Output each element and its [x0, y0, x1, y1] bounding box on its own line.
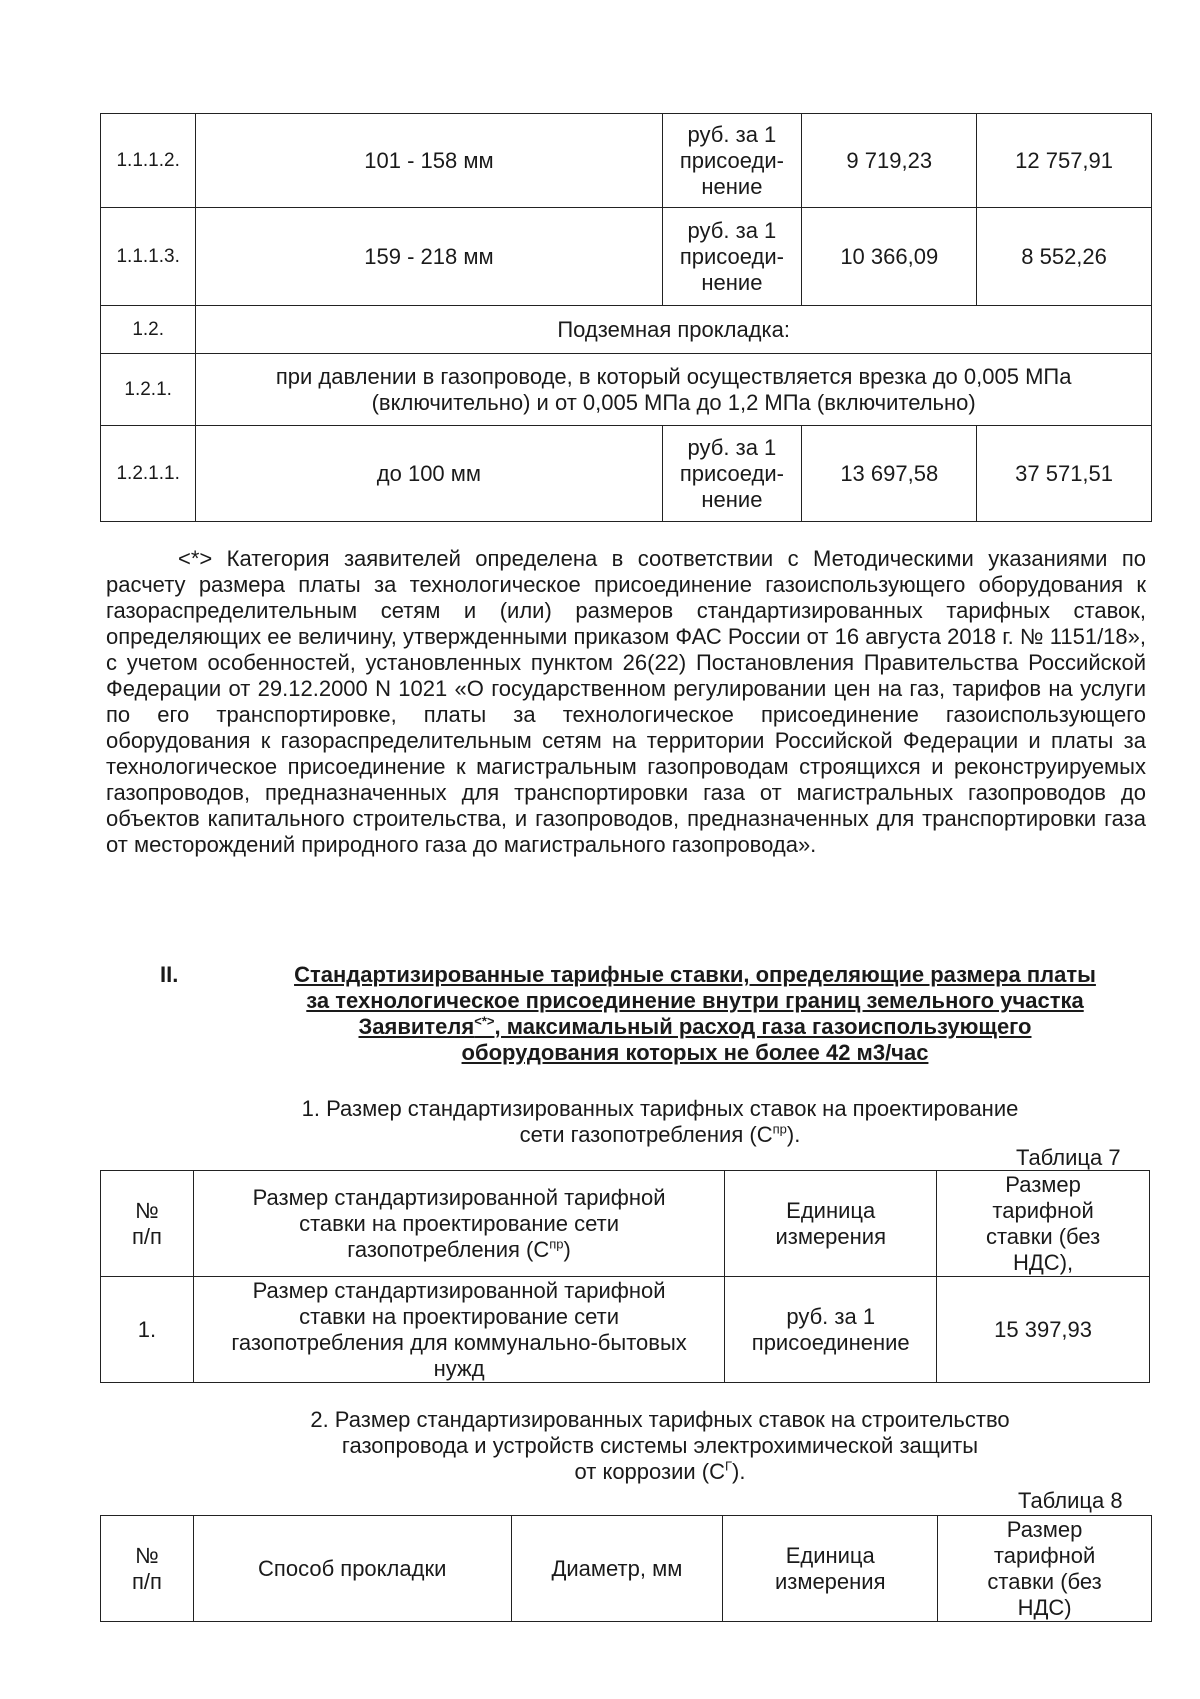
row-name: до 100 мм — [196, 426, 662, 522]
row-value-1: 9 719,23 — [802, 114, 977, 208]
row-value-2: 12 757,91 — [977, 114, 1152, 208]
row-name: 159 - 218 мм — [196, 208, 662, 306]
header-num: № п/п — [101, 1516, 194, 1622]
row-span: при давлении в газопроводе, в который осуществляется врезка до 0,005 МПа (включительно) и от 0,005 МПа до 1,2 МПа (включительно) — [196, 354, 1152, 426]
tariff-table-top — [100, 113, 1152, 522]
table-8 — [100, 1515, 1152, 1622]
item-2-caption: 2. Размер стандартизированных тарифных ставок на строительство газопровода и устройств системы электрохимической защиты от коррозии $(С^Г)$. — [310, 1407, 1010, 1484]
row-unit: руб. за 1 присоеди- нение — [662, 208, 802, 306]
table-8-label: Таблица 8 — [1018, 1488, 1123, 1513]
table-header-row — [101, 1516, 1152, 1622]
row-name: 101 - 158 мм — [196, 114, 662, 208]
row-unit: руб. за 1 присоединение — [725, 1277, 937, 1383]
footnote: <*> Категория заявителей определена в соответствии с Методическими указаниями по расчету размера платы за технологическое присоединение газоиспользующего оборудования к газораспределительным сетям и (или) размеров стандартизированных тарифных ставок, определяющих ее величину, утвержденными приказом ФАС России от 16 августа 2018 г. № 1151/18», с учетом особенностей, установленных пунктом 26(22) Постановления Правительства Российской Федерации от 29.12.2000 N 1021 «О государственном регулировании цен на газ, тарифов на услуги по его транспортировке, платы за технологическое присоединение газоиспользующего оборудования к газораспределительным сетям на территории Российской Федерации и платы за технологическое присоединение к магистральным газопроводам строящихся и реконструируемых газопроводов, предназначенных для транспортировки газа от магистральных газопроводов до объектов капитального строительства, и газопроводов, предназначенных для транспортировки газа от месторождений природного газа до магистрального газопровода». — [106, 546, 1146, 857]
header-diameter: Диаметр, мм — [511, 1516, 723, 1622]
row-unit: руб. за 1 присоеди- нение — [662, 114, 802, 208]
header-num: № п/п — [101, 1171, 194, 1277]
header-method: Способ прокладки — [193, 1516, 511, 1622]
table-header-row — [101, 1171, 1150, 1277]
table-row — [101, 114, 1152, 208]
row-name: Размер стандартизированной тарифной ставки на проектирование сети газопотребления для коммунально-бытовых нужд — [193, 1277, 724, 1383]
table-row — [101, 208, 1152, 306]
table-7-label: Таблица 7 — [1016, 1145, 1121, 1170]
row-value: 15 397,93 — [937, 1277, 1150, 1383]
row-number: 1. — [101, 1277, 194, 1383]
section-title: Стандартизированные тарифные ставки, определяющие размера платы за технологическое присоединение внутри границ земельного участка Заявителя<*>, максимальный расход газа газоиспользующего оборудования которых не более 42 м3/час — [294, 962, 1096, 1065]
row-number: 1.1.1.2. — [101, 114, 196, 208]
row-value-1: 10 366,09 — [802, 208, 977, 306]
header-name: Размер стандартизированной тарифной ставки на проектирование сети газопотребления $(С^{пр})$ — [193, 1171, 724, 1277]
table-row — [101, 426, 1152, 522]
row-value-2: 37 571,51 — [977, 426, 1152, 522]
row-number: 1.1.1.3. — [101, 208, 196, 306]
item-1-caption: 1. Размер стандартизированных тарифных ставок на проектирование сети газопотребления $(С^{пр})$. — [301, 1096, 1019, 1147]
table-row — [101, 1277, 1150, 1383]
table-row — [101, 306, 1152, 354]
row-span: Подземная прокладка: — [196, 306, 1152, 354]
row-number: 1.2.1.1. — [101, 426, 196, 522]
row-number: 1.2.1. — [101, 354, 196, 426]
row-value-1: 13 697,58 — [802, 426, 977, 522]
row-number: 1.2. — [101, 306, 196, 354]
header-rate: Размер тарифной ставки (без НДС), — [937, 1171, 1150, 1277]
section-number: II. — [160, 962, 179, 987]
table-7 — [100, 1170, 1150, 1383]
header-unit: Единица измерения — [723, 1516, 938, 1622]
row-unit: руб. за 1 присоеди- нение — [662, 426, 802, 522]
row-value-2: 8 552,26 — [977, 208, 1152, 306]
header-rate: Размер тарифной ставки (без НДС) — [938, 1516, 1152, 1622]
table-row — [101, 354, 1152, 426]
header-unit: Единица измерения — [725, 1171, 937, 1277]
